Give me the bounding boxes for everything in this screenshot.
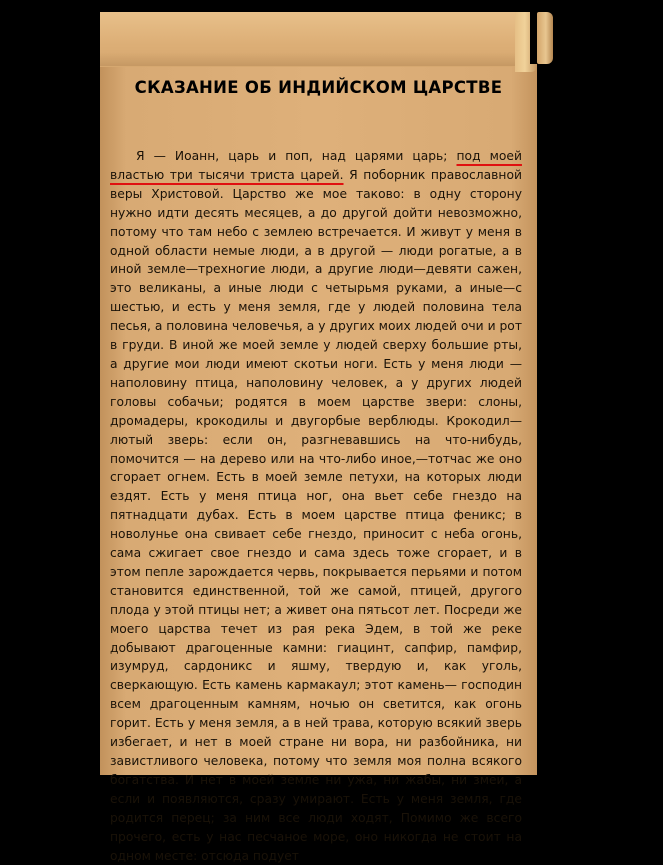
page-title: СКАЗАНИЕ ОБ ИНДИЙСКОМ ЦАРСТВЕ bbox=[134, 78, 503, 97]
scroll-far-curl bbox=[537, 12, 553, 64]
paragraph-start: Я — Иоанн, царь и поп, над царями царь; bbox=[136, 149, 448, 163]
highlighted-phrase: под моей властью три тысячи триста царей. bbox=[110, 149, 522, 182]
scroll-top-shadow bbox=[100, 52, 537, 66]
paragraph-rest: Я поборник православной веры Христовой. Царство же мое таково: в одну сторону нужно идти десять месяцев, а до другой дойти невозможно, потому что там небо с землею встречается. И живут у меня в одной области немые люди, а в другой — люди рогатые, а в иной земле—трехногие люди, а другие люди—девяти сажен, это великаны, а иные люди с четырьмя руками, а иные—с шестью, и есть у меня земля, где у людей половина тела песья, а половина человечья, а у других моих людей очи и рот в груди. В иной же моей земле у людей сверху большие рты, а другие мои люди имеют скотьи ноги. Есть у меня люди — наполовину птица, наполовину человек, а у других людей головы собачьи; родятся в моем царстве звери: слоны, дромадеры, крокодилы и двугорбые верблюды. Крокодил— лютый зверь: если он, разгневавшись на что-нибудь, помочится — на дерево или на что-либо иное,—тотчас же оно сгорает огнем. Есть в моей земле петухи, на которых люди ездят. Есть у меня птица ног, она вьет себе гнездо на пятнадцати дубах. Есть в моем царстве птица феникс; в новолунье она свивает себе гнездо, приносит с неба огонь, сама сжигает свое гнездо и сама здесь тоже сгорает, и в этом пепле зарождается червь, покрывается перьями и потом становится единственной, той же самой, птицей, другого плода у этой птицы нет; а живет она пятьсот лет. Посреди же моего царства течет из рая река Эдем, в той же реке добывают драгоценные камни: гиацинт, сапфир, памфир, изумруд, сардоникс и яшму, твердую и, как уголь, сверкающую. Есть камень кармакаул; этот камень— господин всем драгоценным камням, ночью он светится, как огонь горит. Есть у меня земля, а в ней трава, которую всякий зверь избегает, и нет в моей стране ни вора, ни разбойника, ни завистливого человека, потому что земля моя полна всякого богатства. И нет в моей земле ни ужа, ни жабы, ни змеи, а если и появляются, сразу умирают. Есть у меня земля, где родится перец; за ним все люди ходят, Помимо же всего прочего, есть у нас песчаное море, оно никогда не стоит на одном месте: отсюда подует bbox=[110, 167, 522, 863]
body-paragraph bbox=[110, 147, 522, 865]
